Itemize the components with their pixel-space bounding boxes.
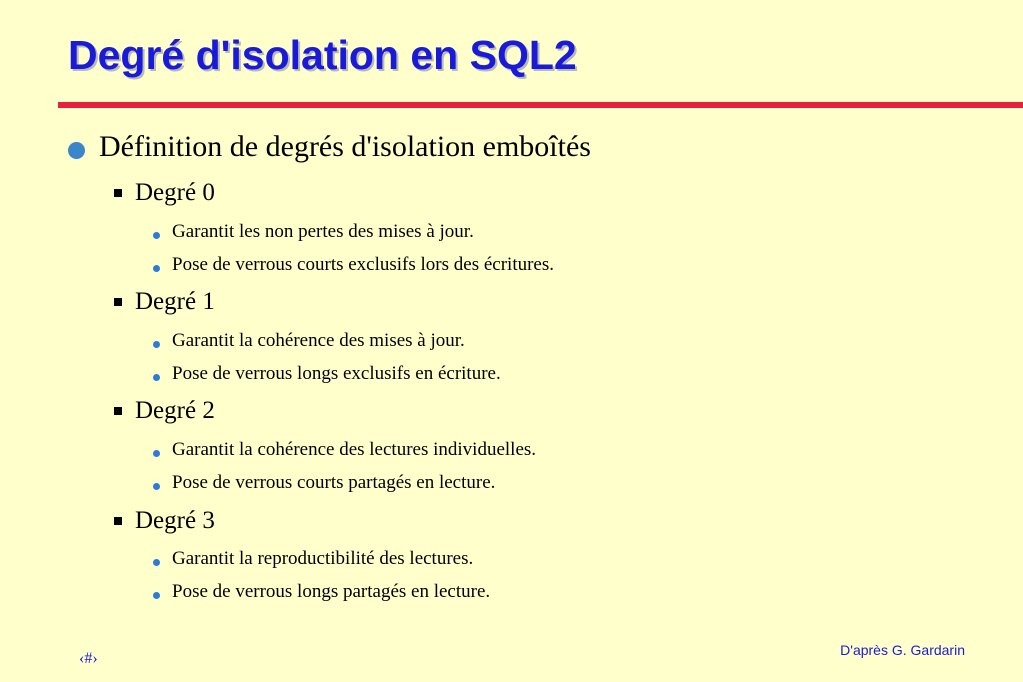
level-item: Garantit la cohérence des mises à jour.: [172, 330, 465, 351]
level-item: Garantit la reproductibilité des lectures.: [172, 548, 474, 569]
square-bullet-icon: [114, 407, 122, 415]
small-bullet-icon: [153, 592, 160, 599]
level-item: Pose de verrous longs partagés en lecture.: [172, 581, 491, 602]
level-item: Pose de verrous courts partagés en lecture.: [172, 472, 496, 493]
bullet-dot-icon: [68, 142, 85, 159]
level-label: Degré 0: [135, 179, 215, 206]
small-bullet-icon: [153, 374, 160, 381]
title-divider: [58, 102, 1023, 108]
main-bullet: Définition de degrés d'isolation emboîtés: [99, 130, 591, 163]
page-number: ‹#›: [79, 650, 98, 667]
level-item: Garantit la cohérence des lectures individuelles.: [172, 439, 537, 460]
square-bullet-icon: [114, 298, 122, 306]
level-item: Pose de verrous longs exclusifs en écriture.: [172, 363, 501, 384]
small-bullet-icon: [153, 483, 160, 490]
square-bullet-icon: [114, 189, 122, 197]
footer-credit: D'après G. Gardarin: [840, 642, 965, 658]
level-item: Pose de verrous courts exclusifs lors des écritures.: [172, 254, 555, 275]
level-label: Degré 2: [135, 397, 215, 424]
small-bullet-icon: [153, 232, 160, 239]
small-bullet-icon: [153, 559, 160, 566]
slide-title: Degré d'isolation en SQL2: [68, 32, 577, 78]
small-bullet-icon: [153, 341, 160, 348]
level-item: Garantit les non pertes des mises à jour.: [172, 221, 474, 242]
level-label: Degré 3: [135, 507, 215, 534]
level-label: Degré 1: [135, 288, 215, 315]
small-bullet-icon: [153, 450, 160, 457]
small-bullet-icon: [153, 265, 160, 272]
square-bullet-icon: [114, 517, 122, 525]
